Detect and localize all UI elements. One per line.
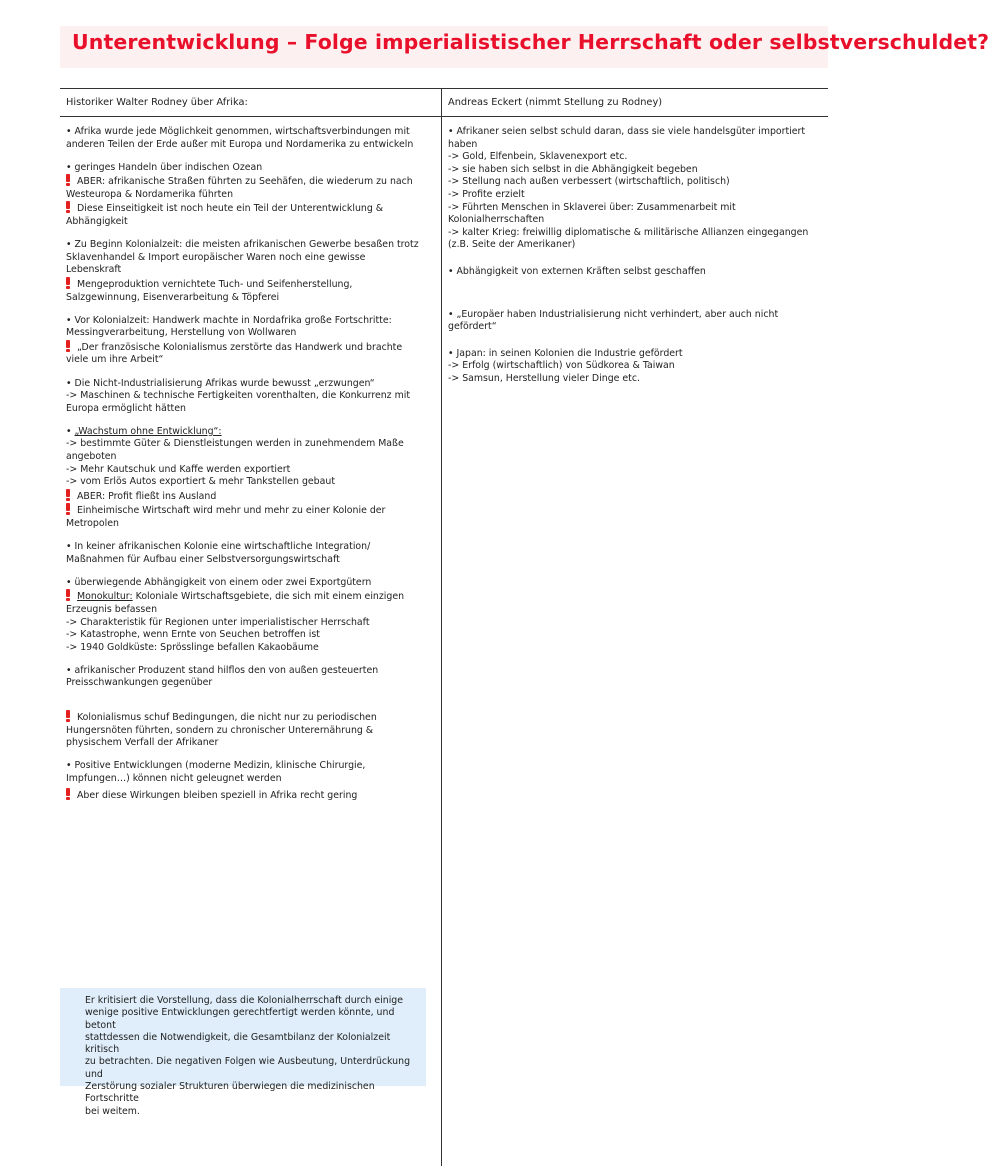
left-point-6-note-a: ABER: Profit fließt ins Ausland: [66, 489, 436, 504]
left-column: [66, 126, 436, 803]
exclamation-icon: [66, 201, 70, 212]
exclamation-icon: [66, 788, 70, 799]
right-column-header: Andreas Eckert (nimmt Stellung zu Rodney): [448, 97, 663, 108]
right-point-2: • Abhängigkeit von externen Kräften selbst geschaffen: [448, 265, 706, 277]
left-point-9: • afrikanischer Produzent stand hilflos den von außen gesteuerten Preisschwankungen gegenüber: [66, 664, 379, 689]
left-column-header: Historiker Walter Rodney über Afrika:: [66, 97, 248, 108]
page-title: Unterentwicklung – Folge imperialistischer Herrschaft oder selbstverschuldet?: [72, 30, 989, 54]
left-point-11: • Positive Entwicklungen (moderne Medizin, klinische Chirurgie, Impfungen…) können nicht geleugnet werden: [66, 760, 366, 784]
left-point-2-note-b: Diese Einseitigkeit ist noch heute ein Teil der Unterentwicklung & Abhängigkeit: [66, 203, 384, 228]
column-divider: [441, 88, 442, 1166]
summary-box: Er kritisiert die Vorstellung, dass die Kolonialherrschaft durch einige wenige positive Entwicklungen gerechtfertigt werden könnte, und betont stattdessen die Notwendigkeit, die Gesamtbilanz der Kolonialzeit kritisch zu betrachten. Die negativen Folgen wie Ausbeutung, Unterdrückung und Zerstörung sozialer Strukturen überwiegen die medizinischen Fortschritte bei weitem.: [60, 988, 426, 1086]
exclamation-icon: [66, 340, 70, 351]
left-point-1: • Afrika wurde jede Möglichkeit genommen, wirtschaftsverbindungen mit anderen Teilen der Erde außer mit Europa und Nordamerika zu entwickeln: [66, 126, 414, 150]
left-point-4-note: „Der französische Kolonialismus zerstörte das Handwerk und brachte viele um ihre Arbeit“: [66, 341, 403, 366]
left-point-11-note: Aber diese Wirkungen bleiben speziell in Afrika recht gering: [66, 788, 436, 803]
exclamation-icon: [66, 710, 70, 721]
right-point-4: • Japan: in seinen Kolonien die Industrie gefördert -> Erfolg (wirtschaftlich) von Südkorea & Taiwan -> Samsun, Herstellung vieler Dinge etc.: [448, 347, 683, 384]
left-point-3-note: Mengeproduktion vernichtete Tuch- und Seifenherstellung, Salzgewinnung, Eisenverarbeitung & Töpferei: [66, 278, 353, 303]
left-point-8: • überwiegende Abhängigkeit von einem oder zwei Exportgütern: [66, 576, 372, 588]
exclamation-icon: [66, 589, 70, 600]
exclamation-icon: [66, 503, 70, 514]
left-point-6: • „Wachstum ohne Entwicklung“: -> bestimmte Güter & Dienstleistungen werden in zunehmendem Maße angeboten -> Mehr Kautschuk und Kaffe werden exportiert -> vom Erlös Autos exportiert & mehr Tankstellen gebaut: [66, 425, 404, 488]
right-column: [448, 126, 826, 396]
table-top-rule: [60, 88, 828, 89]
left-point-2: • geringes Handeln über indischen Ozean: [66, 161, 263, 173]
left-point-4: • Vor Kolonialzeit: Handwerk machte in Nordafrika große Fortschritte: Messingverarbeitung, Herstellung von Wollwaren: [66, 314, 392, 339]
right-point-3: • „Europäer haben Industrialisierung nicht verhindert, aber auch nicht gefördert“: [448, 308, 779, 333]
left-point-5: • Die Nicht-Industrialisierung Afrikas wurde bewusst „erzwungen“ -> Maschinen & technische Fertigkeiten vorenthalten, die Konkurrenz mit Europa ermöglicht hätten: [66, 377, 410, 414]
exclamation-icon: [66, 277, 70, 288]
exclamation-icon: [66, 489, 70, 500]
right-point-1: • Afrikaner seien selbst schuld daran, dass sie viele handelsgüter importiert haben -> Gold, Elfenbein, Sklavenexport etc. -> sie haben sich selbst in die Abhängigkeit begeben -> Stellung nach außen verbessert (wirtschaftlich, politisch) -> Profite erzielt -> Führten Menschen in Sklaverei über: Zusammenarbeit mit Kolonialherrschaften -> kalter Krieg: freiwillig diplomatische & militärische Allianzen eingegangen (z.B. Seite der Amerikaner): [448, 126, 809, 251]
left-point-10: Kolonialismus schuf Bedingungen, die nicht nur zu periodischen Hungersnöten führten, sondern zu chronischer Unterernährung & physischem Verfall der Afrikaner: [66, 711, 377, 749]
left-point-8-note: Monokultur: Koloniale Wirtschaftsgebiete, die sich mit einem einzigen Erzeugnis befassen -> Charakteristik für Regionen unter imperialistischer Herrschaft -> Katastrophe, wenn Ernte von Seuchen betroffen ist -> 1940 Goldküste: Sprösslinge befallen Kakaobäume: [66, 591, 405, 653]
left-point-6-note-b: Einheimische Wirtschaft wird mehr und mehr zu einer Kolonie der Metropolen: [66, 505, 386, 529]
left-point-7: • In keiner afrikanischen Kolonie eine wirtschaftliche Integration/ Maßnahmen für Aufbau einer Selbstversorgungswirtschaft: [66, 541, 371, 565]
exclamation-icon: [66, 174, 70, 185]
left-point-2-note-a: ABER: afrikanische Straßen führten zu Seehäfen, die wiederum zu nach Westeuropa & Nordamerika führten: [66, 176, 413, 200]
table-header-rule: [60, 116, 828, 117]
left-point-3: • Zu Beginn Kolonialzeit: die meisten afrikanischen Gewerbe besaßen trotz Sklavenhandel & Import europäischer Waren noch eine gewisse Lebenskraft: [66, 239, 419, 276]
